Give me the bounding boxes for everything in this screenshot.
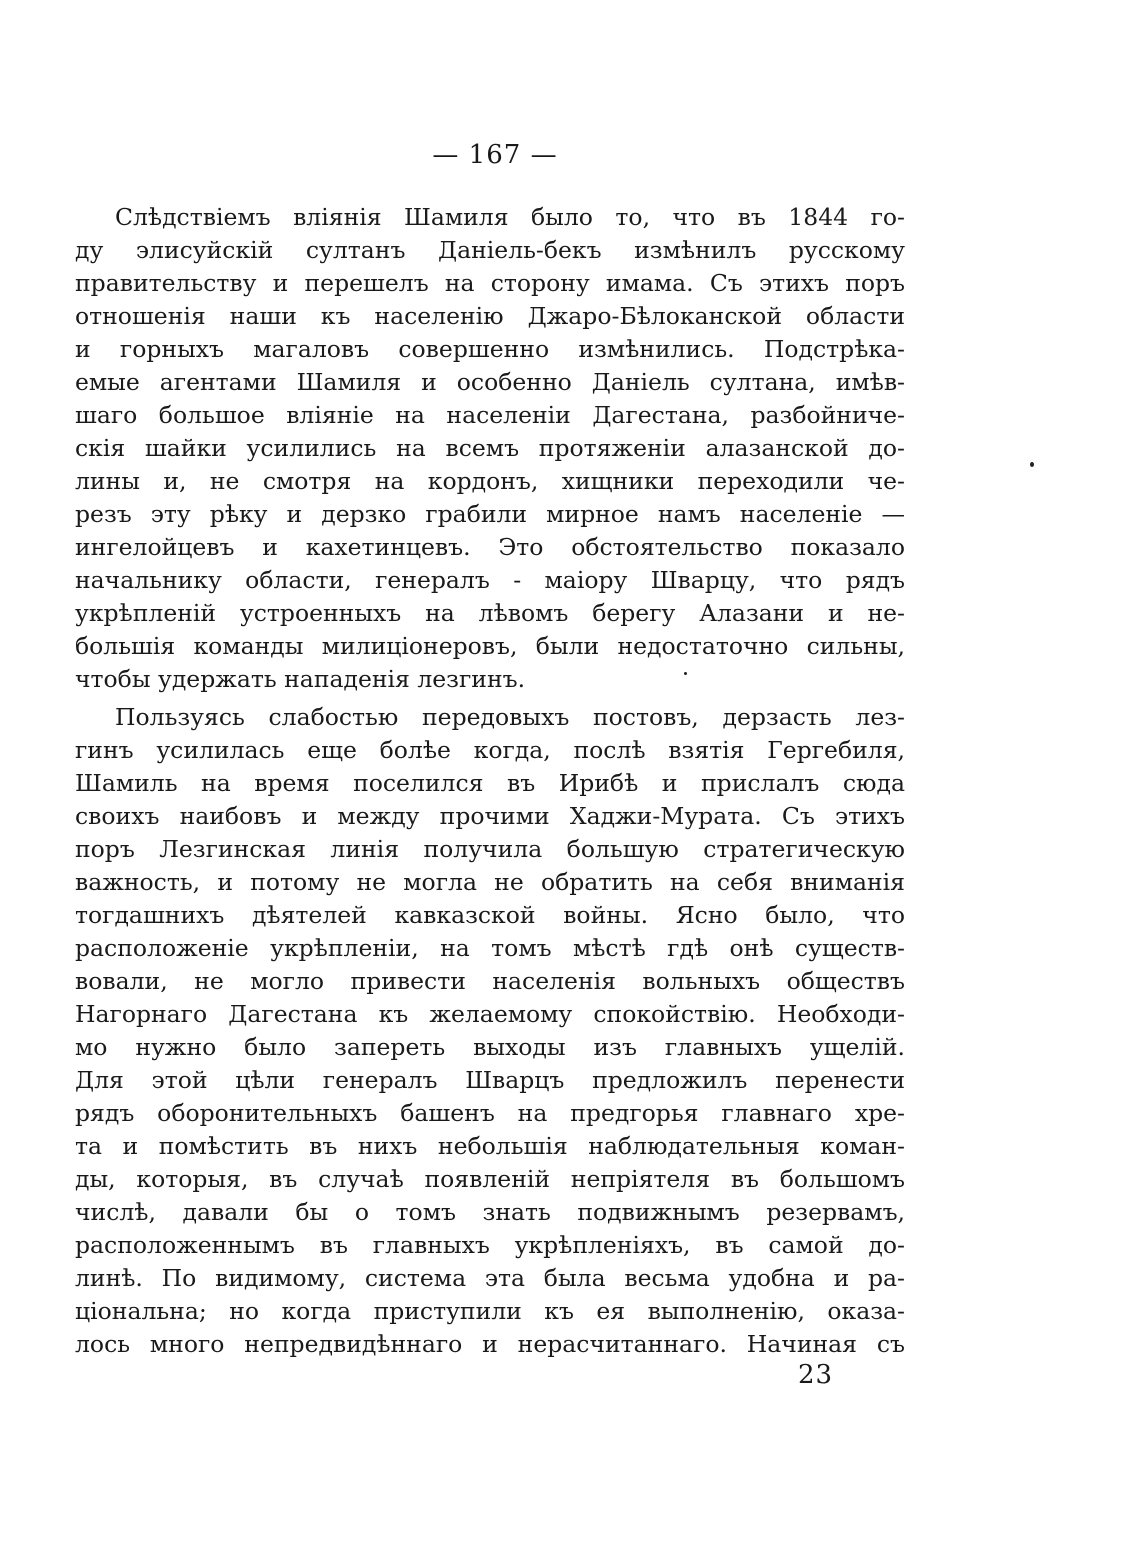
- text-line: расположеніе укрѣпленіи, на томъ мѣстѣ гдѣ онѣ существ-: [75, 934, 905, 962]
- text-line: числѣ, давали бы о томъ знать подвижнымъ резервамъ,: [75, 1198, 905, 1226]
- text-line: укрѣпленій устроенныхъ на лѣвомъ берегу Алазани и не-: [75, 599, 905, 627]
- text-line: своихъ наибовъ и между прочими Хаджи-Мурата. Съ этихъ: [75, 802, 905, 830]
- text-line: Нагорнаго Дагестана къ желаемому спокойствію. Необходи-: [75, 1000, 905, 1028]
- text-line: важность, и потому не могла не обратить на себя вниманія: [75, 868, 905, 896]
- text-line: гинъ усилилась еще болѣе когда, послѣ взятія Гергебиля,: [75, 736, 905, 764]
- ink-speck: [684, 672, 687, 675]
- text-line: и горныхъ магаловъ совершенно измѣнились. Подстрѣка-: [75, 335, 905, 363]
- text-line: лины и, не смотря на кордонъ, хищники переходили че-: [75, 467, 905, 495]
- text-line: лось много непредвидѣннаго и нерасчитаннаго. Начиная съ: [75, 1330, 905, 1358]
- text-line: вовали, не могло привести населенія вольныхъ обществъ: [75, 967, 905, 995]
- text-line: мо нужно было запереть выходы изъ главныхъ ущелій.: [75, 1033, 905, 1061]
- text-line: начальнику области, генералъ - маіору Шварцу, что рядъ: [75, 566, 905, 594]
- signature-mark: 23: [798, 1360, 834, 1390]
- text-line: ціональна; но когда приступили къ ея выполненію, оказа-: [75, 1297, 905, 1325]
- text-line: резъ эту рѣку и дерзко грабили мирное намъ населеніе —: [75, 500, 905, 528]
- text-line: расположеннымъ въ главныхъ укрѣпленіяхъ, въ самой до-: [75, 1231, 905, 1259]
- text-line: поръ Лезгинская линія получила большую стратегическую: [75, 835, 905, 863]
- text-line: Слѣдствіемъ вліянія Шамиля было то, что въ 1844 го-: [115, 203, 905, 231]
- ink-speck: [1030, 462, 1034, 467]
- text-line: шаго большое вліяніе на населеніи Дагестана, разбойниче-: [75, 401, 905, 429]
- text-line: правительству и перешелъ на сторону имама. Съ этихъ поръ: [75, 269, 905, 297]
- text-line: рядъ оборонительныхъ башенъ на предгорья главнаго хре-: [75, 1099, 905, 1127]
- text-line: та и помѣстить въ нихъ небольшія наблюдательныя коман-: [75, 1132, 905, 1160]
- text-line: Шамиль на время поселился въ Ирибѣ и прислалъ сюда: [75, 769, 905, 797]
- text-line: ду элисуйскій султанъ Даніель-бекъ измѣнилъ русскому: [75, 236, 905, 264]
- text-line: линѣ. По видимому, система эта была весьма удобна и ра-: [75, 1264, 905, 1292]
- text-line: емые агентами Шамиля и особенно Даніель султана, имѣв-: [75, 368, 905, 396]
- text-line: Для этой цѣли генералъ Шварцъ предложилъ перенести: [75, 1066, 905, 1094]
- text-line: ингелойцевъ и кахетинцевъ. Это обстоятельство показало: [75, 533, 905, 561]
- text-line: скія шайки усилились на всемъ протяженіи алазанской до-: [75, 434, 905, 462]
- text-line: ды, которыя, въ случаѣ появленій непріятеля въ большомъ: [75, 1165, 905, 1193]
- page-header: — 167 —: [432, 140, 558, 170]
- text-line: чтобы удержать нападенія лезгинъ.: [75, 665, 526, 693]
- text-line: Пользуясь слабостью передовыхъ постовъ, дерзасть лез-: [115, 703, 905, 731]
- text-line: отношенія наши къ населенію Джаро-Бѣлоканской области: [75, 302, 905, 330]
- text-line: тогдашнихъ дѣятелей кавказской войны. Ясно было, что: [75, 901, 905, 929]
- text-line: большія команды милиціонеровъ, были недостаточно сильны,: [75, 632, 905, 660]
